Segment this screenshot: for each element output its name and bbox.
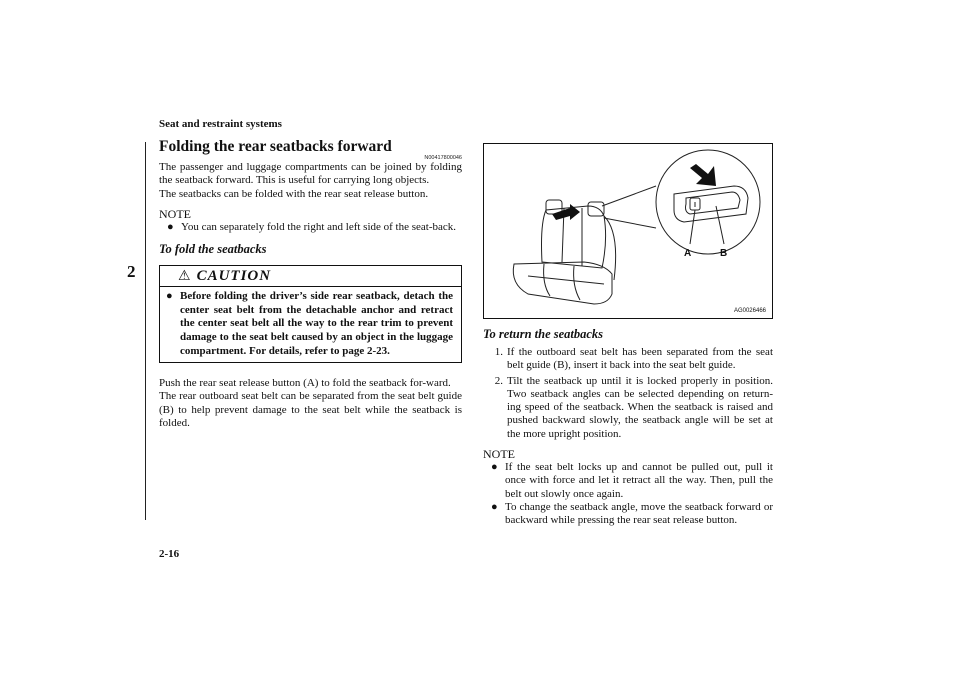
subheading-return: To return the seatbacks — [483, 327, 604, 341]
warning-triangle-icon: ⚠ — [178, 268, 191, 284]
caution-title: CAUTION — [196, 267, 272, 284]
figure-code: AG0026466 — [733, 308, 766, 314]
rear-seat-drawing — [484, 144, 772, 318]
intro-paragraph-2: The seatbacks can be folded with the rear seat release button. — [159, 187, 429, 200]
note-label: NOTE — [159, 206, 191, 221]
bullet-icon: ● — [167, 220, 174, 233]
page-title: Folding the rear seatbacks forward — [159, 138, 392, 155]
seat-illustration — [483, 143, 773, 319]
label-a: A — [684, 248, 692, 259]
label-b: B — [720, 248, 728, 259]
body-paragraph-1: Push the rear seat release button (A) to fold the seatback for-ward. — [159, 377, 451, 390]
page-number: 2-16 — [159, 548, 180, 560]
left-column — [159, 137, 462, 430]
note-item: ● If the seat belt locks up and cannot be pulled out, pull it once with force and let it retract all the way. Then, pull the belt out slowly once again. — [491, 461, 773, 500]
subheading-fold: To fold the seatbacks — [159, 242, 267, 257]
bullet-icon: ● — [491, 461, 498, 474]
section-code: N00417800046 — [424, 155, 462, 161]
note-item: ● To change the seatback angle, move the seatback forward or backward while pressing the rear seat release button. — [491, 500, 773, 527]
intro-paragraph-1: The passenger and luggage compartments can be joined by folding the seatback forward. This is useful for carrying long objects. — [159, 161, 462, 187]
right-column — [483, 143, 773, 528]
chapter-number: 2 — [127, 262, 136, 281]
note-label-right: NOTE — [483, 447, 515, 462]
step-item: 2. Tilt the seatback up until it is locked properly in position. Two seatback angles can be selected depending on return-ing speed of the seatback. When the seatback is raised and pushed backward slowly, the seatback angle will be set at the more upright position. — [494, 374, 773, 440]
caution-item: ● Before folding the driver’s side rear seatback, detach the center seat belt from the detachable anchor and retract the center seat belt all the way to the rear trim to prevent damage to the seat belt caused by an object in the luggage compartment. For details, refer to page 2-23. — [166, 290, 453, 357]
note-item: ● You can separately fold the right and left side of the seat-back. — [167, 220, 457, 233]
section-header: Seat and restraint systems — [159, 118, 282, 130]
chapter-divider — [145, 142, 146, 520]
steps-list — [483, 346, 773, 441]
caution-header — [160, 266, 461, 287]
step-item: 1. If the outboard seat belt has been separated from the seat belt guide (B), insert it back into the seat belt guide. — [494, 346, 773, 372]
body-paragraph-2: The rear outboard seat belt can be separated from the seat belt guide (B) to help prevent damage to the seat belt while the seatback is folded. — [159, 390, 462, 430]
bullet-icon: ● — [166, 290, 173, 303]
bullet-icon: ● — [491, 500, 498, 513]
caution-box — [159, 265, 462, 363]
